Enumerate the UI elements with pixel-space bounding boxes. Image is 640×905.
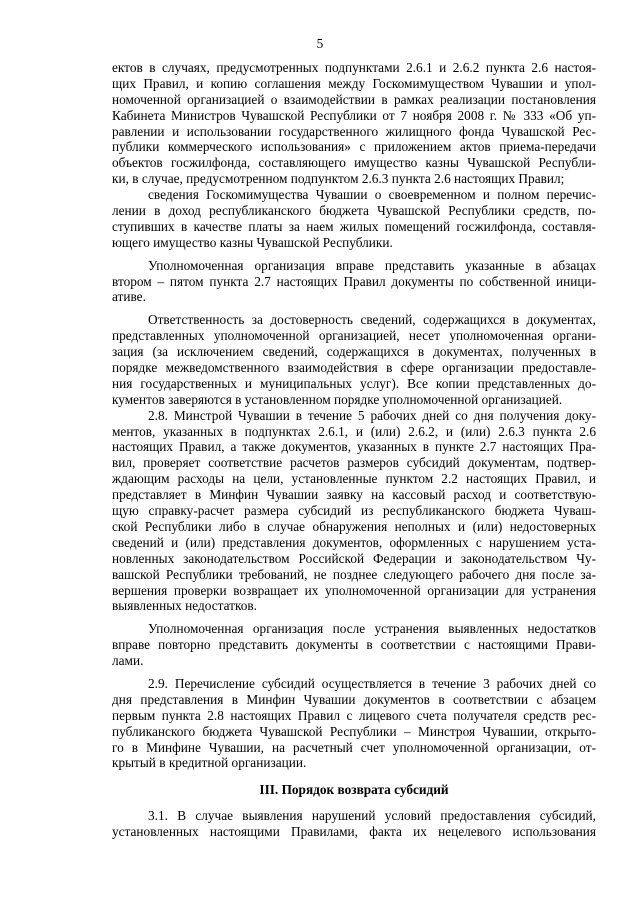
- paragraph: [112, 408, 596, 615]
- text-line: 3.1. В случае выявления нарушений условий предоставления субсидий,: [148, 808, 596, 824]
- text-line: щих Правил, и копию соглашения между Госкомимуществом Чувашии и упол-: [112, 75, 596, 91]
- text-line: втором – пятом пункта 2.7 настоящих Правил документы по собственной иници-: [112, 273, 596, 289]
- text-line: ментов, указанных в подпунктах 2.6.1, и (или) 2.6.2, и (или) 2.6.3 пункта 2.6: [112, 423, 596, 439]
- text-line: дня представления в Минфин Чувашии документов в соответствии с абзацем: [112, 691, 596, 707]
- text-line: ступивших в качестве платы за наем жилых помещений госжилфонда, составля-: [112, 218, 596, 234]
- text-line: крытый в кредитной организации.: [112, 755, 307, 771]
- text-line: щую справку-расчет размера субсидий из республиканского бюджета Чуваш-: [112, 503, 596, 519]
- text-line: ющего имущество казны Чувашской Республики.: [112, 234, 393, 250]
- text-line: лами.: [112, 653, 144, 669]
- text-line: Уполномоченная организация после устранения выявленных недостатков: [148, 621, 596, 637]
- text-line: вправе повторно представить документы в соответствии с настоящими Прави-: [112, 637, 596, 653]
- paragraph: [112, 258, 596, 306]
- text-line: объектов госжилфонда, составляющего имущество казны Чувашской Республи-: [112, 155, 596, 171]
- paragraph: [112, 312, 596, 407]
- text-line: номоченной организацией о взаимодействии в рамках реализации постановления: [112, 91, 596, 107]
- text-line: сведений и (или) представления документов, оформленных с нарушением уста-: [112, 534, 596, 550]
- text-line: Ответственность за достоверность сведений, содержащихся в документах,: [148, 312, 596, 328]
- text-line: новленных законодательством Российской Федерации и законодательством Чу-: [112, 550, 596, 566]
- text-line: публиканского бюджета Чувашской Республики – Минстроя Чувашии, открыто-: [112, 723, 596, 739]
- text-line: вершения проверки возвращает их уполномоченной организации для устранения: [112, 582, 596, 598]
- text-line: кументов заверяются в установленном порядке уполномоченной организацией.: [112, 391, 563, 407]
- paragraph: [112, 808, 596, 840]
- text-line: представляет в Минфин Чувашии заявку на кассовый расход и соответствую-: [112, 487, 596, 503]
- text-line: ативе.: [112, 289, 146, 305]
- text-line: ектов в случаях, предусмотренных подпунктами 2.6.1 и 2.6.2 пункта 2.6 настоя-: [112, 60, 596, 75]
- text-line: лении в доход республиканского бюджета Чувашской Республики средств, по-: [112, 203, 596, 219]
- text-line: Уполномоченная организация вправе представить указанные в абзацах: [148, 257, 596, 273]
- text-line: вашской Республики требований, не позднее следующего рабочего дня после за-: [112, 566, 596, 582]
- text-line: порядке межведомственного взаимодействия в сфере организации предоставле-: [112, 360, 596, 376]
- text-line: зация (за исключением сведений, содержащихся в документах, полученных в: [112, 344, 596, 360]
- paragraph: [112, 676, 596, 771]
- text-line: настоящих Правил, а также документов, указанных в пункте 2.7 настоящих Пра-: [112, 439, 596, 455]
- text-line: 2.8. Минстрой Чувашии в течение 5 рабочих дней со дня получения доку-: [148, 407, 596, 423]
- text-line: представленных уполномоченной организацией, несет уполномоченная органи-: [112, 328, 596, 344]
- paragraph: [112, 187, 596, 251]
- text-line: равлении и использовании государственного жилищного фонда Чувашской Рес-: [112, 123, 596, 139]
- text-line: выявленных недостатков.: [112, 598, 257, 614]
- text-line: первым пункта 2.8 настоящих Правил с лицевого счета получателя средств рес-: [112, 707, 596, 723]
- text-line: ской Республики либо в случае обнаружения неполных и (или) недостоверных: [112, 518, 596, 534]
- text-line: го в Минфине Чувашии, на расчетный счет уполномоченной организации, от-: [112, 739, 596, 755]
- paragraph: [112, 60, 596, 187]
- document-body: [112, 60, 596, 840]
- text-line: публики коммерческого использования» с приложением актов приема-передачи: [112, 139, 596, 155]
- paragraph: [112, 621, 596, 669]
- text-line: ния государственных и муниципальных услуг). Все копии представленных до-: [112, 375, 596, 391]
- text-line: ждающим расходы на цели, установленные пунктом 2.2 настоящих Правил, и: [112, 471, 596, 487]
- text-line: 2.9. Перечисление субсидий осуществляется в течение 3 рабочих дней со: [148, 675, 596, 691]
- text-line: Кабинета Министров Чувашской Республики от 7 ноября 2008 г. № 333 «Об уп-: [112, 107, 596, 123]
- text-line: установленных настоящими Правилами, факта их нецелевого использования: [112, 824, 596, 840]
- text-line: сведения Госкомимущества Чувашии о своевременном и полном перечис-: [148, 187, 596, 203]
- page-number: 5: [316, 36, 324, 51]
- text-line: вил, проверяет соответствие расчетов размеров субсидий документам, подтвер-: [112, 455, 596, 471]
- text-line: ки, в случае, предусмотренном подпунктом 2.6.3 пункта 2.6 настоящих Правил;: [112, 171, 565, 187]
- section-heading: III. Порядок возврата субсидий: [259, 782, 449, 798]
